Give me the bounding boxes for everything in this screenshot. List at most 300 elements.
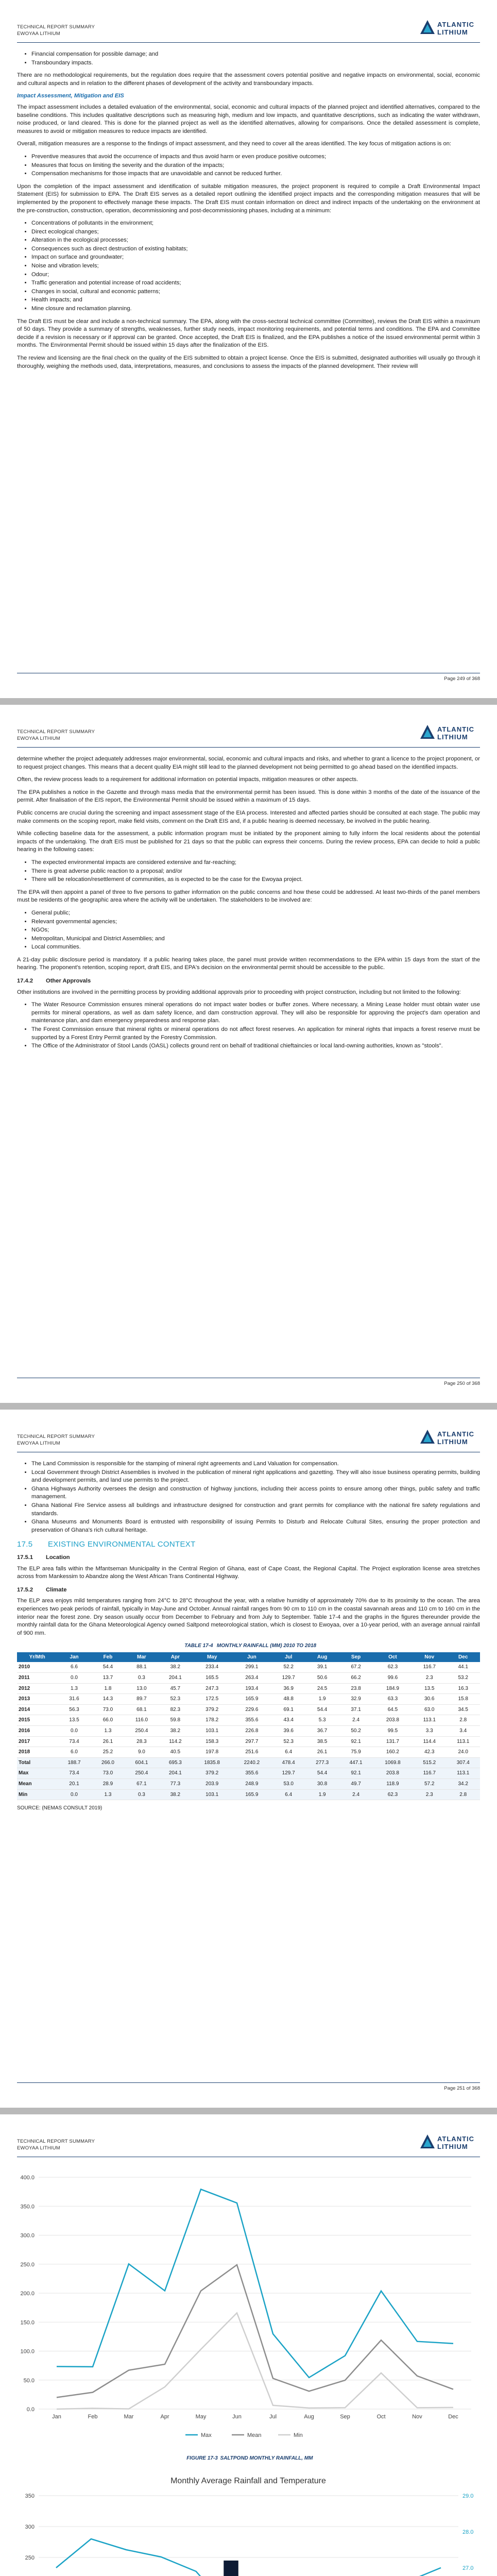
table-cell: 184.9 — [373, 1683, 413, 1694]
table-cell: 24.5 — [305, 1683, 339, 1694]
table-cell: 277.3 — [305, 1757, 339, 1768]
bullet-list-hearing — [17, 859, 480, 884]
table-header-cell: Oct — [373, 1652, 413, 1663]
table-row — [17, 1747, 480, 1758]
x-tick-label: Apr — [160, 2414, 169, 2420]
rainfall-line-chart — [0, 2162, 497, 2450]
figure-number: FIGURE 17-3 — [186, 2455, 218, 2461]
x-tick-label: May — [195, 2414, 207, 2420]
y-tick-label: 300.0 — [20, 2232, 35, 2239]
list-item: • Noise and vibration levels; — [31, 262, 480, 270]
table-cell: 2.4 — [339, 1789, 372, 1800]
table-row — [17, 1715, 480, 1726]
table-cell: 31.6 — [57, 1694, 91, 1705]
rainfall-bar — [224, 2561, 238, 2576]
table-cell: 69.1 — [271, 1704, 305, 1715]
table-header-cell: Jun — [232, 1652, 271, 1663]
bullet-list-institutions — [17, 1001, 480, 1050]
table-cell: 23.8 — [339, 1683, 372, 1694]
logo-text-bottom: LITHIUM — [437, 28, 468, 36]
page-number: Page 250 of 368 — [444, 1381, 480, 1386]
table-cell: Mean — [17, 1779, 57, 1790]
page-250 — [0, 705, 497, 1403]
list-item: • Metropolitan, Municipal and District Assemblies; and — [31, 935, 480, 943]
table-cell: 165.5 — [192, 1673, 232, 1684]
table-cell: 50.2 — [339, 1726, 372, 1737]
list-item: • The expected environmental impacts are considered extensive and far-reaching; — [31, 859, 480, 867]
table-source: SOURCE: (NEMAS CONSULT 2019) — [17, 1805, 102, 1811]
table-cell: 160.2 — [373, 1747, 413, 1758]
table-cell: 250.4 — [125, 1726, 158, 1737]
table-cell: 172.5 — [192, 1694, 232, 1705]
table-cell: 13.5 — [413, 1683, 446, 1694]
table-cell: 53.0 — [271, 1779, 305, 1790]
table-cell: 13.0 — [125, 1683, 158, 1694]
list-item: • There is great adverse public reaction to a proposal; and/or — [31, 868, 480, 876]
table-cell: 53.2 — [446, 1673, 480, 1684]
table-row — [17, 1779, 480, 1790]
table-cell: 49.7 — [339, 1779, 372, 1790]
list-item: • Relevant governmental agencies; — [31, 918, 480, 926]
table-cell: 92.1 — [339, 1736, 372, 1747]
company-logo — [420, 2132, 482, 2153]
header-report-title: TECHNICAL REPORT SUMMARY — [17, 24, 95, 30]
logo-text-top: ATLANTIC — [437, 21, 475, 28]
table-row — [17, 1704, 480, 1715]
table-cell: Total — [17, 1757, 57, 1768]
table-cell: 114.4 — [413, 1736, 446, 1747]
y-tick-label: 200.0 — [20, 2291, 35, 2297]
series-line-mean — [57, 2265, 453, 2397]
table-cell: 5.3 — [305, 1715, 339, 1726]
paragraph: The Draft EIS must be clear and include a non-technical summary. The EPA, along with the cross-sectoral technical committee (Committee), reviews the Draft EIS within a maximum of 50 days. They provide a summary of strengths, weaknesses, further study needs, impact monitoring requirements, and potential terms and conditions. The EPA and Committee decide if a revision is necessary or if approval can be granted. Once accepted, the Draft EIS is finalized, and the EPA publishes a notice of the issued environmental permit within 3 months. The Environmental Permit should be issued within 15 days after the finalization of the EIS. — [17, 318, 480, 349]
x-tick-label: Nov — [412, 2414, 422, 2420]
table-cell: 0.3 — [125, 1673, 158, 1684]
x-tick-label: Jul — [269, 2414, 277, 2420]
paragraph: A 21-day public disclosure period is mandatory. If a public hearing takes place, the panel must provide written recommendations to the EPA within 15 days from the start of the hearing. The proponent's retention, scoping report, draft EIS, and EPA's decision on the environmental permit should be accessible to the public. — [17, 956, 480, 971]
table-cell: 6.4 — [271, 1789, 305, 1800]
table-cell: 604.1 — [125, 1757, 158, 1768]
table-cell: 2.3 — [413, 1789, 446, 1800]
logo-text-bottom: LITHIUM — [437, 1438, 468, 1446]
table-cell: 131.7 — [373, 1736, 413, 1747]
table-cell: 52.3 — [159, 1694, 192, 1705]
heading-text: Other Approvals — [46, 978, 91, 985]
page-249 — [0, 0, 497, 698]
list-item: • Ghana National Fire Service assess all buildings and infrastructure designed for construction and grant permits for compliance with the national fire safety regulations and standards. — [31, 1502, 480, 1518]
table-cell: 2016 — [17, 1726, 57, 1737]
list-item: • Changes in social, cultural and economic patterns; — [31, 288, 480, 296]
table-cell: 6.6 — [57, 1662, 91, 1672]
logo-triangle-icon — [420, 724, 435, 740]
table-cell: 114.2 — [159, 1736, 192, 1747]
table-cell: 66.2 — [339, 1673, 372, 1684]
table-cell: 447.1 — [339, 1757, 372, 1768]
table-cell: 204.1 — [159, 1673, 192, 1684]
bullet-list-minimum — [17, 219, 480, 313]
table-cell: 20.1 — [57, 1779, 91, 1790]
list-item: • Local Government through District Assemblies is involved in the publication of mineral right applications and gazetting. They will also issue business operating permits, building and development permits, and land use permits to the project. — [31, 1469, 480, 1485]
table-cell: 355.6 — [232, 1768, 271, 1779]
table-cell: 48.8 — [271, 1694, 305, 1705]
table-row — [17, 1683, 480, 1694]
list-item: • NGOs; — [31, 926, 480, 935]
x-tick-label: Dec — [448, 2414, 458, 2420]
table-row — [17, 1662, 480, 1672]
table-cell: 99.5 — [373, 1726, 413, 1737]
paragraph: While collecting baseline data for the assessment, a public information program must be initiated by the proponent aiming to fully inform the local residents about the potential impacts of the undertaking. The draft EIS must be published for 21 days so that the public can express their concerns. During the review process, EPA can decide to hold a public hearing in the following cases: — [17, 831, 480, 853]
table-cell: 45.7 — [159, 1683, 192, 1694]
table-cell: 113.1 — [446, 1736, 480, 1747]
table-cell: 2015 — [17, 1715, 57, 1726]
table-cell: 0.3 — [125, 1789, 158, 1800]
legend-label: Max — [201, 2432, 212, 2438]
table-cell: 13.7 — [91, 1673, 125, 1684]
table-cell: 113.1 — [446, 1768, 480, 1779]
paragraph: The impact assessment includes a detailed evaluation of the environmental, social, economic and cultural impacts of the planned project and identified alternatives, compared to the baseline conditions. This includes qualitative descriptions such as measuring high, medium and low impacts, and quantitative descriptions, such as indicating the water withdrawn, noise produced, or land cleared. This is done for the planned project as well as the identified alternatives, allowing for comparisons. Once the detailed assessment is complete, measures to avoid or mitigation measures to reduce impacts are identified. — [17, 104, 480, 134]
list-item: • Traffic generation and potential increase of road accidents; — [31, 279, 480, 287]
bullet-list-stakeholders — [17, 909, 480, 952]
table-cell: 52.2 — [271, 1662, 305, 1672]
list-item: • Concentrations of pollutants in the environment; — [31, 219, 480, 228]
page-252 — [0, 2114, 497, 2576]
section-heading-environmental-context — [17, 1540, 480, 1549]
table-cell: 38.2 — [159, 1662, 192, 1672]
logo-triangle-icon — [420, 20, 435, 35]
table-cell: 38.2 — [159, 1726, 192, 1737]
table-cell: 197.8 — [192, 1747, 232, 1758]
running-header — [17, 728, 95, 742]
running-header — [17, 1433, 95, 1447]
table-header-cell: Jan — [57, 1652, 91, 1663]
y-tick-label: 0.0 — [26, 2406, 35, 2413]
table-cell: 248.9 — [232, 1779, 271, 1790]
table-cell: 266.0 — [91, 1757, 125, 1768]
paragraph: Often, the review process leads to a requirement for additional information on potential impacts, mitigation measures or other aspects. — [17, 776, 358, 783]
paragraph: The EPA will then appoint a panel of three to five persons to gather information on the public concerns and how these could be addressed. At least two-thirds of the panel members must be residents of the geographic area where the activity will be undertaken. The stakeholders to be involved are: — [17, 889, 480, 904]
table-cell: 89.7 — [125, 1694, 158, 1705]
header-rule — [17, 747, 480, 748]
table-cell: 6.0 — [57, 1747, 91, 1758]
legend-label: Min — [294, 2432, 303, 2438]
table-header-row — [17, 1652, 480, 1663]
table-cell: 54.4 — [305, 1768, 339, 1779]
table-header-cell: Sep — [339, 1652, 372, 1663]
list-item: • Local communities. — [31, 943, 480, 952]
rainfall-temperature-chart — [0, 2470, 497, 2576]
table-cell: 66.0 — [91, 1715, 125, 1726]
series-line-max — [57, 2189, 453, 2377]
list-item: • There will be relocation/resettlement of communities, as is expected to be the case for the Ewoyaa project. — [31, 876, 480, 884]
table-cell: 1069.8 — [373, 1757, 413, 1768]
table-cell: 67.1 — [125, 1779, 158, 1790]
list-item: • Health impacts; and — [31, 296, 480, 304]
list-item: • Odour; — [31, 271, 480, 279]
table-header-cell: Apr — [159, 1652, 192, 1663]
table-header-cell: Mar — [125, 1652, 158, 1663]
table-cell: 1.9 — [305, 1694, 339, 1705]
table-cell: 25.2 — [91, 1747, 125, 1758]
table-cell: 113.1 — [413, 1715, 446, 1726]
table-cell: 2.4 — [339, 1715, 372, 1726]
x-tick-label: Feb — [88, 2414, 98, 2420]
table-cell: 67.2 — [339, 1662, 372, 1672]
heading-number: 17.5.2 — [17, 1586, 33, 1593]
paragraph: There are no methodological requirements, but the regulation does require that the assessment covers potential positive and negative impacts on environmental, social, economic and cultural aspects and in relation to the different phases of development of the activity and transboundary impacts. — [17, 72, 480, 87]
table-cell: 158.3 — [192, 1736, 232, 1747]
table-cell: Min — [17, 1789, 57, 1800]
x-tick-label: Sep — [340, 2414, 350, 2420]
table-cell: 73.0 — [91, 1704, 125, 1715]
table-header-cell: Yr/Mth — [17, 1652, 57, 1663]
paragraph: Overall, mitigation measures are a response to the findings of impact assessment, and they need to cover all the areas identified. The key focus of mitigation actions is on: — [17, 141, 452, 147]
table-cell: 24.0 — [446, 1747, 480, 1758]
table-cell: 2012 — [17, 1683, 57, 1694]
table-cell: 204.1 — [159, 1768, 192, 1779]
heading-text: Climate — [46, 1586, 67, 1593]
rainfall-table — [17, 1652, 480, 1800]
y-tick-label: 150.0 — [20, 2319, 35, 2326]
table-cell: 9.0 — [125, 1747, 158, 1758]
table-cell: 1.3 — [91, 1726, 125, 1737]
table-cell: 75.9 — [339, 1747, 372, 1758]
table-cell: 39.1 — [305, 1662, 339, 1672]
header-report-title: TECHNICAL REPORT SUMMARY — [17, 2139, 95, 2144]
logo-text-top: ATLANTIC — [437, 2135, 475, 2143]
paragraph: The ELP area falls within the Mfantseman Municipality in the Central Region of Ghana, east of Cape Coast, the Regional Capital. The Project exploration license area stretches across from Mankessim to Abandze along the West African Trans Continental Highway. — [17, 1565, 480, 1580]
table-header-cell: Aug — [305, 1652, 339, 1663]
table-cell: 2240.2 — [232, 1757, 271, 1768]
table-cell: 56.3 — [57, 1704, 91, 1715]
paragraph: The ELP area enjoys mild temperatures ranging from 24°C to 28°C throughout the year, with a relative humidity of approximately 70% due to its proximity to the ocean. The area experiences two peak periods of rainfall, typically in May-June and October. Annual rainfall ranges from 90 cm to 110 cm in the coastal savannah areas and 110 cm to 160 cm in the interior near the forest zone. Dry season usually occur from December to February and from July to September. Table 17-4 and the graphs in the figures thereunder provide the monthly rainfall data for the Ghana Meteorological Agency owned Saltpond meteorological station, which is closest to Ewoyaa, over a 10-year period, with an average annual rainfall of 900 mm. — [17, 1598, 480, 1636]
table-cell: 299.1 — [232, 1662, 271, 1672]
table-body — [17, 1662, 480, 1800]
table-cell: 203.8 — [373, 1715, 413, 1726]
table-cell: 26.1 — [305, 1747, 339, 1758]
table-cell: 68.1 — [125, 1704, 158, 1715]
table-cell: 36.9 — [271, 1683, 305, 1694]
table-cell: 2011 — [17, 1673, 57, 1684]
running-header — [17, 2138, 95, 2151]
table-cell: 88.1 — [125, 1662, 158, 1672]
table-row — [17, 1694, 480, 1705]
table-cell: 307.4 — [446, 1757, 480, 1768]
logo-text-top: ATLANTIC — [437, 725, 475, 733]
table-cell: 6.4 — [271, 1747, 305, 1758]
table-cell: 62.3 — [373, 1662, 413, 1672]
table-cell: 34.2 — [446, 1779, 480, 1790]
logo-text-top: ATLANTIC — [437, 1430, 475, 1438]
table-cell: 297.7 — [232, 1736, 271, 1747]
page-number: Page 251 of 368 — [444, 2086, 480, 2091]
y-tick-label: 250 — [25, 2555, 35, 2561]
table-header-cell: Jul — [271, 1652, 305, 1663]
table-row — [17, 1757, 480, 1768]
y2-tick-label: 29.0 — [462, 2493, 474, 2499]
table-cell: 226.8 — [232, 1726, 271, 1737]
logo-triangle-icon — [420, 1429, 435, 1445]
table-cell: 39.6 — [271, 1726, 305, 1737]
table-number: TABLE 17-4 — [184, 1643, 213, 1649]
paragraph: The review and licensing are the final check on the quality of the EIS submitted to obtain a project license. Once the EIS is submitted, designated authorities will usually go through it thoroughly, weighing the methods used, data, interpretations, measures, and conclusions to assess the impacts of the planned development. Their review will — [17, 355, 480, 369]
table-cell: 15.8 — [446, 1694, 480, 1705]
table-cell: 1.3 — [91, 1789, 125, 1800]
table-caption — [17, 1642, 480, 1650]
paragraph: Public concerns are crucial during the screening and impact assessment stage of the EIA process. Interested and affected parties should be consulted at each stage. The public may make comments on the scoping report, make field visits, comment on the Draft EIS and, if a public hearing is deemed necessary, be involved in the public hearing. — [17, 809, 480, 824]
table-cell: 3.4 — [446, 1726, 480, 1737]
paragraph: determine whether the project adequately addresses major environmental, social, economic and cultural impacts and risks, and whether to grant a licence to the project proponent, or to request project changes. This means that a decent quality EIA might still lead to the planned development not being permitted to go ahead based on the identified impacts. — [17, 756, 480, 770]
table-cell: 0.0 — [57, 1726, 91, 1737]
heading-number: 17.4.2 — [17, 978, 33, 985]
header-project-name: EWOYAA LITHIUM — [17, 1440, 60, 1446]
table-cell: 116.0 — [125, 1715, 158, 1726]
table-cell: 28.9 — [91, 1779, 125, 1790]
heading-number: 17.5.1 — [17, 1554, 33, 1561]
table-cell: 38.5 — [305, 1736, 339, 1747]
x-tick-label: Jan — [52, 2414, 61, 2420]
y2-tick-label: 28.0 — [462, 2529, 474, 2535]
table-cell: 118.9 — [373, 1779, 413, 1790]
table-cell: 57.2 — [413, 1779, 446, 1790]
list-item: • Ghana Museums and Monuments Board is entrusted with responsibility of issuing Permits to Disturb and Relocate Cultural Sites, ensuring the proper protection and preservation of Ghana's rich cultural heritage. — [31, 1518, 480, 1534]
table-cell: 34.5 — [446, 1704, 480, 1715]
header-rule — [17, 42, 480, 43]
company-logo — [420, 1427, 482, 1448]
table-cell: 0.0 — [57, 1789, 91, 1800]
table-cell: 478.4 — [271, 1757, 305, 1768]
table-cell: 2.3 — [413, 1673, 446, 1684]
table-header-cell: May — [192, 1652, 232, 1663]
table-cell: 165.9 — [232, 1694, 271, 1705]
table-cell: 250.4 — [125, 1768, 158, 1779]
table-cell: 379.2 — [192, 1704, 232, 1715]
table-cell: 2.8 — [446, 1789, 480, 1800]
table-row — [17, 1789, 480, 1800]
table-cell: 263.4 — [232, 1673, 271, 1684]
x-tick-label: Jun — [232, 2414, 242, 2420]
table-cell: 1835.8 — [192, 1757, 232, 1768]
list-item: • The Land Commission is responsible for the stamping of mineral right agreements and Land Valuation for compensation. — [31, 1460, 480, 1468]
table-cell: 203.8 — [373, 1768, 413, 1779]
y-tick-label: 350 — [25, 2493, 35, 2499]
table-cell: 1.9 — [305, 1789, 339, 1800]
footer-rule — [17, 2082, 480, 2083]
section-heading: Impact Assessment, Mitigation and EIS — [17, 93, 124, 99]
table-cell: 695.3 — [159, 1757, 192, 1768]
table-cell: 64.5 — [373, 1704, 413, 1715]
table-cell: 0.0 — [57, 1673, 91, 1684]
table-cell: Max — [17, 1768, 57, 1779]
page-body — [17, 50, 480, 375]
table-cell: 62.3 — [373, 1789, 413, 1800]
bullet-list-top — [17, 50, 480, 67]
table-cell: 229.6 — [232, 1704, 271, 1715]
y-tick-label: 400.0 — [20, 2175, 35, 2181]
chart-title: Monthly Average Rainfall and Temperature — [170, 2477, 326, 2485]
paragraph: Upon the completion of the impact assessment and identification of suitable mitigation measures, the project proponent is required to compile a Draft Environmental Impact Statement (EIS) for submission to EPA. The Draft EIS serves as a detailed report outlining the identified project impacts and the corresponding mitigation measures that will be implemented by the proponent to effectively manage these impacts. The Draft EIS must contain information on direct and indirect impacts of the undertaking on the environment at the pre-construction, construction, operation, decommissioning and post-decommissioning phases, including at a minimum: — [17, 183, 480, 214]
list-item: • Measures that focus on limiting the severity and the duration of the impacts; — [31, 162, 480, 170]
table-cell: 178.2 — [192, 1715, 232, 1726]
table-cell: 2013 — [17, 1694, 57, 1705]
header-report-title: TECHNICAL REPORT SUMMARY — [17, 729, 95, 735]
table-cell: 32.9 — [339, 1694, 372, 1705]
company-logo — [420, 722, 482, 743]
list-item: • The Forest Commission ensure that mineral rights or mineral operations do not affect forest reserves. An application for mineral rights that impacts a forest reserve must be supported by a Forest Entry Permit granted by the Forestry Commission. — [31, 1026, 480, 1042]
table-cell: 2.8 — [446, 1715, 480, 1726]
table-cell: 73.4 — [57, 1768, 91, 1779]
running-header — [17, 24, 95, 37]
paragraph: Other institutions are involved in the permitting process by providing additional approvals prior to proceeding with project construction, including but not limited to the following: — [17, 989, 461, 995]
table-cell: 73.0 — [91, 1768, 125, 1779]
table-cell: 3.3 — [413, 1726, 446, 1737]
table-cell: 1.3 — [57, 1683, 91, 1694]
table-cell: 14.3 — [91, 1694, 125, 1705]
table-cell: 129.7 — [271, 1768, 305, 1779]
list-item: • Direct ecological changes; — [31, 228, 480, 236]
table-cell: 355.6 — [232, 1715, 271, 1726]
table-cell: 38.2 — [159, 1789, 192, 1800]
x-tick-label: Aug — [304, 2414, 314, 2420]
table-cell: 73.4 — [57, 1736, 91, 1747]
table-cell: 44.1 — [446, 1662, 480, 1672]
table-row — [17, 1736, 480, 1747]
table-cell: 103.1 — [192, 1726, 232, 1737]
y2-tick-label: 27.0 — [462, 2565, 474, 2571]
table-cell: 63.3 — [373, 1694, 413, 1705]
table-cell: 37.1 — [339, 1704, 372, 1715]
logo-text-bottom: LITHIUM — [437, 2143, 468, 2150]
table-cell: 13.5 — [57, 1715, 91, 1726]
page-251 — [0, 1410, 497, 2108]
table-row — [17, 1673, 480, 1684]
y-tick-label: 100.0 — [20, 2348, 35, 2355]
page-number: Page 249 of 368 — [444, 676, 480, 682]
y-tick-label: 300 — [25, 2524, 35, 2530]
table-cell: 43.4 — [271, 1715, 305, 1726]
list-item: • Ghana Highways Authority oversees the design and construction of highway junctions, including their access points to ensure among other things, public safety and traffic management. — [31, 1485, 480, 1501]
table-row — [17, 1726, 480, 1737]
table-cell: 165.9 — [232, 1789, 271, 1800]
table-cell: 26.1 — [91, 1736, 125, 1747]
paragraph: The EPA publishes a notice in the Gazette and through mass media that the environmental permit has been issued. This is done within 3 months of the date of the issuance of the permit. After finalisation of the EIS report, the Environmental Permit should be issued within a maximum of 15 days. — [17, 789, 480, 804]
table-cell: 2014 — [17, 1704, 57, 1715]
x-tick-label: Oct — [376, 2414, 386, 2420]
table-cell: 30.8 — [305, 1779, 339, 1790]
table-cell: 203.9 — [192, 1779, 232, 1790]
table-cell: 77.3 — [159, 1779, 192, 1790]
y-tick-label: 350.0 — [20, 2204, 35, 2210]
table-cell: 40.5 — [159, 1747, 192, 1758]
list-item: • The Office of the Administrator of Stool Lands (OASL) collects ground rent on behalf of traditional chieftaincies or local land-owning authorities, known as "stools". — [31, 1042, 480, 1050]
table-cell: 116.7 — [413, 1768, 446, 1779]
y-tick-label: 250.0 — [20, 2261, 35, 2268]
list-item: • Financial compensation for possible damage; and — [31, 50, 480, 59]
figure-caption-rainfall — [0, 2455, 497, 2461]
table-cell: 515.2 — [413, 1757, 446, 1768]
company-logo — [420, 18, 482, 38]
header-project-name: EWOYAA LITHIUM — [17, 736, 60, 741]
table-cell: 251.6 — [232, 1747, 271, 1758]
y-tick-label: 50.0 — [23, 2377, 35, 2384]
table-cell: 379.2 — [192, 1768, 232, 1779]
header-project-name: EWOYAA LITHIUM — [17, 31, 60, 37]
series-line-min — [57, 2313, 453, 2409]
list-item: • Transboundary impacts. — [31, 59, 480, 67]
list-item: • The Water Resource Commission ensures mineral operations do not impact water bodies or buffer zones. Where necessary, a Mining Lease holder must obtain water use permits for mineral operations, as well as dam safety licence, and dam construction approval. They will also be responsible for approving the project's dam operation and maintenance plan, and dam emergency preparedness and response plan. — [31, 1001, 480, 1025]
list-item: • Mine closure and reclamation planning. — [31, 305, 480, 313]
table-cell: 63.0 — [413, 1704, 446, 1715]
table-cell: 50.6 — [305, 1673, 339, 1684]
